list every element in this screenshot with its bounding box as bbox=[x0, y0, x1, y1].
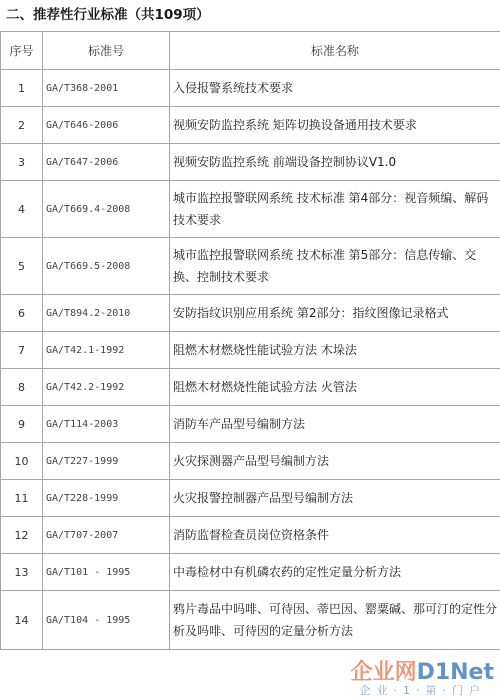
table-row bbox=[1, 238, 500, 295]
row-name: 消防监督检查员岗位资格条件 bbox=[170, 517, 500, 554]
table-row bbox=[1, 181, 500, 238]
row-name: 阻燃木材燃烧性能试验方法 火管法 bbox=[170, 369, 500, 406]
row-code: GA/T368-2001 bbox=[43, 70, 170, 107]
row-index: 4 bbox=[1, 181, 43, 238]
table-row bbox=[1, 480, 500, 517]
row-code: GA/T894.2-2010 bbox=[43, 295, 170, 332]
row-code: GA/T669.5-2008 bbox=[43, 238, 170, 295]
row-code: GA/T669.4-2008 bbox=[43, 181, 170, 238]
row-name: 火灾探测器产品型号编制方法 bbox=[170, 443, 500, 480]
row-name: 安防指纹识别应用系统 第2部分：指纹图像记录格式 bbox=[170, 295, 500, 332]
table-row bbox=[1, 591, 500, 650]
row-index: 7 bbox=[1, 332, 43, 369]
table-row bbox=[1, 517, 500, 554]
row-name: 城市监控报警联网系统 技术标准 第4部分：视音频编、解码技术要求 bbox=[170, 181, 500, 238]
table-row bbox=[1, 369, 500, 406]
standards-table bbox=[0, 31, 500, 650]
row-index: 14 bbox=[1, 591, 43, 650]
row-index: 11 bbox=[1, 480, 43, 517]
row-index: 2 bbox=[1, 107, 43, 144]
table-row bbox=[1, 107, 500, 144]
row-name: 火灾报警控制器产品型号编制方法 bbox=[170, 480, 500, 517]
row-index: 5 bbox=[1, 238, 43, 295]
table-row bbox=[1, 554, 500, 591]
row-code: GA/T647-2006 bbox=[43, 144, 170, 181]
watermark-part1: 企业网 bbox=[350, 660, 417, 685]
row-name: 视频安防监控系统 矩阵切换设备通用技术要求 bbox=[170, 107, 500, 144]
row-code: GA/T42.1-1992 bbox=[43, 332, 170, 369]
row-index: 9 bbox=[1, 406, 43, 443]
table-row bbox=[1, 443, 500, 480]
row-name: 鸦片毒品中吗啡、可待因、蒂巴因、罂粟碱、那可汀的定性分析及吗啡、可待因的定量分析方法 bbox=[170, 591, 500, 650]
table-row bbox=[1, 406, 500, 443]
row-code: GA/T104 - 1995 bbox=[43, 591, 170, 650]
row-index: 13 bbox=[1, 554, 43, 591]
table-row bbox=[1, 332, 500, 369]
section-heading: 二、推荐性行业标准（共109项） bbox=[6, 7, 210, 23]
watermark-subtitle: 企业·1·第·门户 bbox=[359, 684, 486, 697]
header-index: 序号 bbox=[1, 32, 43, 70]
row-name: 消防车产品型号编制方法 bbox=[170, 406, 500, 443]
row-code: GA/T101 - 1995 bbox=[43, 554, 170, 591]
row-name: 阻燃木材燃烧性能试验方法 木垛法 bbox=[170, 332, 500, 369]
table-header-row bbox=[1, 32, 500, 70]
row-index: 10 bbox=[1, 443, 43, 480]
row-name: 中毒检材中有机磷农药的定性定量分析方法 bbox=[170, 554, 500, 591]
row-code: GA/T42.2-1992 bbox=[43, 369, 170, 406]
row-index: 6 bbox=[1, 295, 43, 332]
row-index: 12 bbox=[1, 517, 43, 554]
row-index: 1 bbox=[1, 70, 43, 107]
row-code: GA/T646-2006 bbox=[43, 107, 170, 144]
row-index: 8 bbox=[1, 369, 43, 406]
header-code: 标准号 bbox=[43, 32, 170, 70]
table-row bbox=[1, 70, 500, 107]
row-index: 3 bbox=[1, 144, 43, 181]
row-code: GA/T228-1999 bbox=[43, 480, 170, 517]
row-code: GA/T707-2007 bbox=[43, 517, 170, 554]
row-code: GA/T114-2003 bbox=[43, 406, 170, 443]
row-code: GA/T227-1999 bbox=[43, 443, 170, 480]
table-row bbox=[1, 144, 500, 181]
table-row bbox=[1, 295, 500, 332]
row-name: 视频安防监控系统 前端设备控制协议V1.0 bbox=[170, 144, 500, 181]
row-name: 入侵报警系统技术要求 bbox=[170, 70, 500, 107]
row-name: 城市监控报警联网系统 技术标准 第5部分：信息传输、交换、控制技术要求 bbox=[170, 238, 500, 295]
watermark-part2: D1Net bbox=[416, 660, 494, 685]
header-name: 标准名称 bbox=[170, 32, 500, 70]
